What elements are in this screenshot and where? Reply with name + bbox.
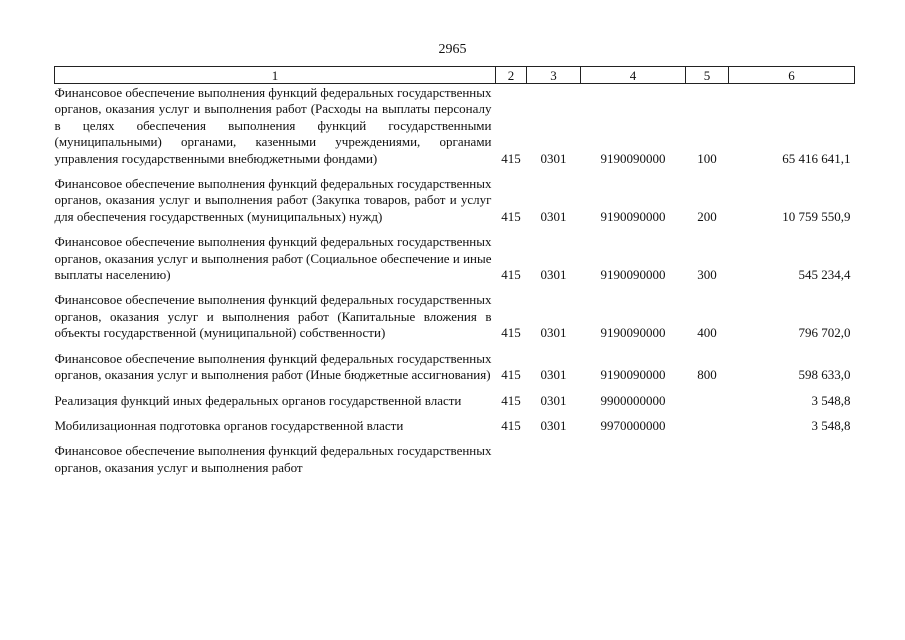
row-gr: 415 <box>501 208 521 224</box>
row-name: Мобилизационная подготовка органов государственной власти <box>54 417 404 433</box>
row-amount: 598 633,0 <box>798 367 851 383</box>
row-name: Финансовое обеспечение выполнения функций федеральных государственных органов, оказания услуг и выполнения работ (Закупка товаров, работ и услуг для обеспечения государственных (муниципальных) нужд) <box>54 176 492 224</box>
row-vr: 400 <box>697 325 717 341</box>
row-amount: 3 548,8 <box>811 392 851 408</box>
column-header: 4 <box>581 67 686 84</box>
row-gr <box>496 434 527 476</box>
row-amount: 3 548,8 <box>811 417 851 433</box>
row-name: Финансовое обеспечение выполнения функций федеральных государственных органов, оказания услуг и выполнения работ (Социальное обеспечение и иные выплаты населению) <box>54 234 492 283</box>
row-amount <box>729 434 855 476</box>
row-gr: 415 <box>501 417 521 433</box>
row-rz: 0301 <box>540 267 567 283</box>
row-amount: 65 416 641,1 <box>782 150 851 166</box>
table-row <box>55 434 855 476</box>
table-row <box>55 283 855 341</box>
row-vr <box>686 434 729 476</box>
row-csr: 9190090000 <box>600 325 666 341</box>
row-gr: 415 <box>501 267 521 283</box>
row-name: Финансовое обеспечение выполнения функций федеральных государственных органов, оказания услуг и выполнения работ (Расходы на выплаты персоналу в целях обеспечения выполнения функций государственными (муниципальными) органами, казенными учреждениями, органами управления государственными внебюджетными фондами) <box>54 85 492 166</box>
row-csr <box>581 434 686 476</box>
row-name: Финансовое обеспечение выполнения функций федеральных государственных органов, оказания услуг и выполнения работ (Капитальные вложения в объекты государственной (муниципальной) собственности) <box>54 292 492 341</box>
row-gr: 415 <box>501 367 521 383</box>
row-vr: 100 <box>697 150 717 166</box>
row-gr: 415 <box>501 150 521 166</box>
row-rz <box>527 434 581 476</box>
column-header: 1 <box>55 67 496 84</box>
row-vr: 300 <box>697 267 717 283</box>
column-header: 6 <box>729 67 855 84</box>
row-rz: 0301 <box>540 208 567 224</box>
row-csr: 9900000000 <box>600 392 666 408</box>
table-row <box>55 384 855 409</box>
table-row <box>55 342 855 384</box>
row-vr: 200 <box>697 208 717 224</box>
row-name: Финансовое обеспечение выполнения функций федеральных государственных органов, оказания услуг и выполнения работ <box>54 443 492 475</box>
row-vr: 800 <box>697 367 717 383</box>
budget-table <box>54 66 855 476</box>
table-row <box>55 409 855 434</box>
column-header: 2 <box>496 67 527 84</box>
row-name: Финансовое обеспечение выполнения функций федеральных государственных органов, оказания услуг и выполнения работ (Иные бюджетные ассигнования) <box>54 350 492 383</box>
row-rz: 0301 <box>540 325 567 341</box>
row-rz: 0301 <box>540 417 567 433</box>
row-vr <box>686 384 729 409</box>
table-row <box>55 84 855 168</box>
row-csr: 9190090000 <box>600 208 666 224</box>
row-gr: 415 <box>501 325 521 341</box>
row-rz: 0301 <box>540 367 567 383</box>
column-number-header-row <box>55 67 855 84</box>
row-csr: 9970000000 <box>600 417 666 433</box>
row-rz: 0301 <box>540 392 567 408</box>
row-rz: 0301 <box>540 150 567 166</box>
row-csr: 9190090000 <box>600 150 666 166</box>
row-vr <box>686 409 729 434</box>
row-csr: 9190090000 <box>600 267 666 283</box>
table-row <box>55 225 855 283</box>
column-header: 5 <box>686 67 729 84</box>
page-number: 2965 <box>438 42 467 57</box>
table-row <box>55 167 855 225</box>
row-amount: 796 702,0 <box>798 325 851 341</box>
row-amount: 10 759 550,9 <box>782 208 851 224</box>
row-name: Реализация функций иных федеральных органов государственной власти <box>54 392 462 408</box>
row-gr: 415 <box>501 392 521 408</box>
row-amount: 545 234,4 <box>798 267 851 283</box>
column-header: 3 <box>527 67 581 84</box>
row-csr: 9190090000 <box>600 367 666 383</box>
